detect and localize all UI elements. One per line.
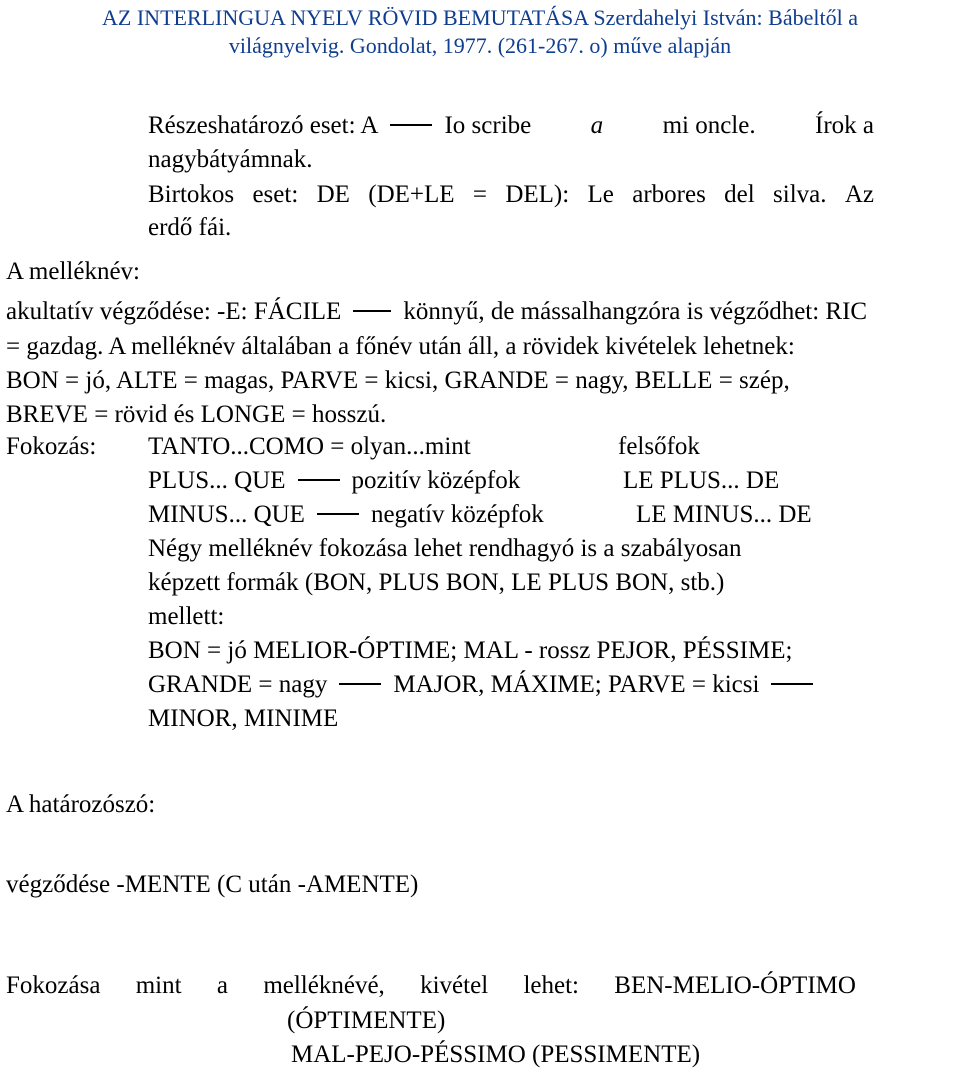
irregular-line-3: mellett: (148, 603, 225, 630)
genitive-line-1: Birtokos eset: DE (DE+LE = DEL): Le arbores del silva. Az (148, 181, 874, 208)
em-dash (353, 310, 391, 312)
adjective-heading: A melléknév: (6, 258, 140, 285)
em-dash (339, 683, 381, 685)
dative-preposition: a (590, 112, 604, 139)
dative-line-2: nagybátyámnak. (148, 146, 313, 173)
comparison-row-3-left: MINUS... QUE negatív középfok (148, 501, 544, 528)
adjective-paragraph-line-4: BREVE = rövid és LONGE = hosszú. (6, 401, 387, 428)
comparison-row-2-left: PLUS... QUE pozitív középfok (148, 467, 521, 494)
em-dash (390, 124, 432, 126)
irregular-line-6: MINOR, MINIME (148, 705, 339, 732)
comparison-label: Fokozás: (6, 433, 97, 460)
dative-translation: Írok a (815, 112, 874, 139)
adjective-paragraph-line-1: akultatív végződése: -E: FÁCILE könnyű, de mássalhangzóra is végződhet: RIC (6, 298, 868, 325)
em-dash (298, 479, 340, 481)
adverb-heading: A határozószó: (6, 791, 156, 818)
document-header-line-2: világnyelvig. Gondolat, 1977. (261-267. o) műve alapján (228, 33, 732, 58)
irregular-line-4: BON = jó MELIOR-ÓPTIME; MAL - rossz PEJOR, PÉSSIME; (148, 637, 793, 664)
dative-rest: mi oncle. (662, 112, 756, 139)
comparison-row-1-left: TANTO...COMO = olyan...mint (148, 433, 471, 460)
irregular-line-5: GRANDE = nagy MAJOR, MÁXIME; PARVE = kicsi (148, 670, 825, 700)
adverb-comparison-line-2: (ÓPTIMENTE) (287, 1007, 446, 1034)
adverb-comparison-line-1: Fokozása mint a melléknévé, kivétel lehet: BEN-MELIO-ÓPTIMO (6, 972, 856, 999)
dative-label: Részeshatározó eset: A Io scribe (148, 112, 532, 139)
irregular-line-1: Négy melléknév fokozása lehet rendhagyó is a szabályosan (148, 535, 742, 562)
document-header-line-1: AZ INTERLINGUA NYELV RÖVID BEMUTATÁSA Szerdahelyi István: Bábeltől a (102, 5, 858, 30)
adjective-paragraph-line-3: BON = jó, ALTE = magas, PARVE = kicsi, GRANDE = nagy, BELLE = szép, (6, 367, 790, 394)
em-dash (317, 513, 359, 515)
adverb-ending: végződése -MENTE (C után -AMENTE) (6, 871, 419, 898)
em-dash (771, 683, 813, 685)
adverb-comparison-line-3: MAL-PEJO-PÉSSIMO (PESSIMENTE) (291, 1041, 701, 1068)
genitive-line-2: erdő fái. (148, 214, 232, 241)
comparison-row-3-right: LE MINUS... DE (636, 501, 812, 528)
adjective-paragraph-line-2: = gazdag. A melléknév általában a főnév után áll, a rövidek kivételek lehetnek: (6, 333, 795, 360)
dative-line-1 (148, 111, 874, 141)
comparison-row-1-right: felsőfok (618, 433, 700, 460)
irregular-line-2: képzett formák (BON, PLUS BON, LE PLUS BON, stb.) (148, 569, 725, 596)
comparison-row-2-right: LE PLUS... DE (623, 467, 780, 494)
